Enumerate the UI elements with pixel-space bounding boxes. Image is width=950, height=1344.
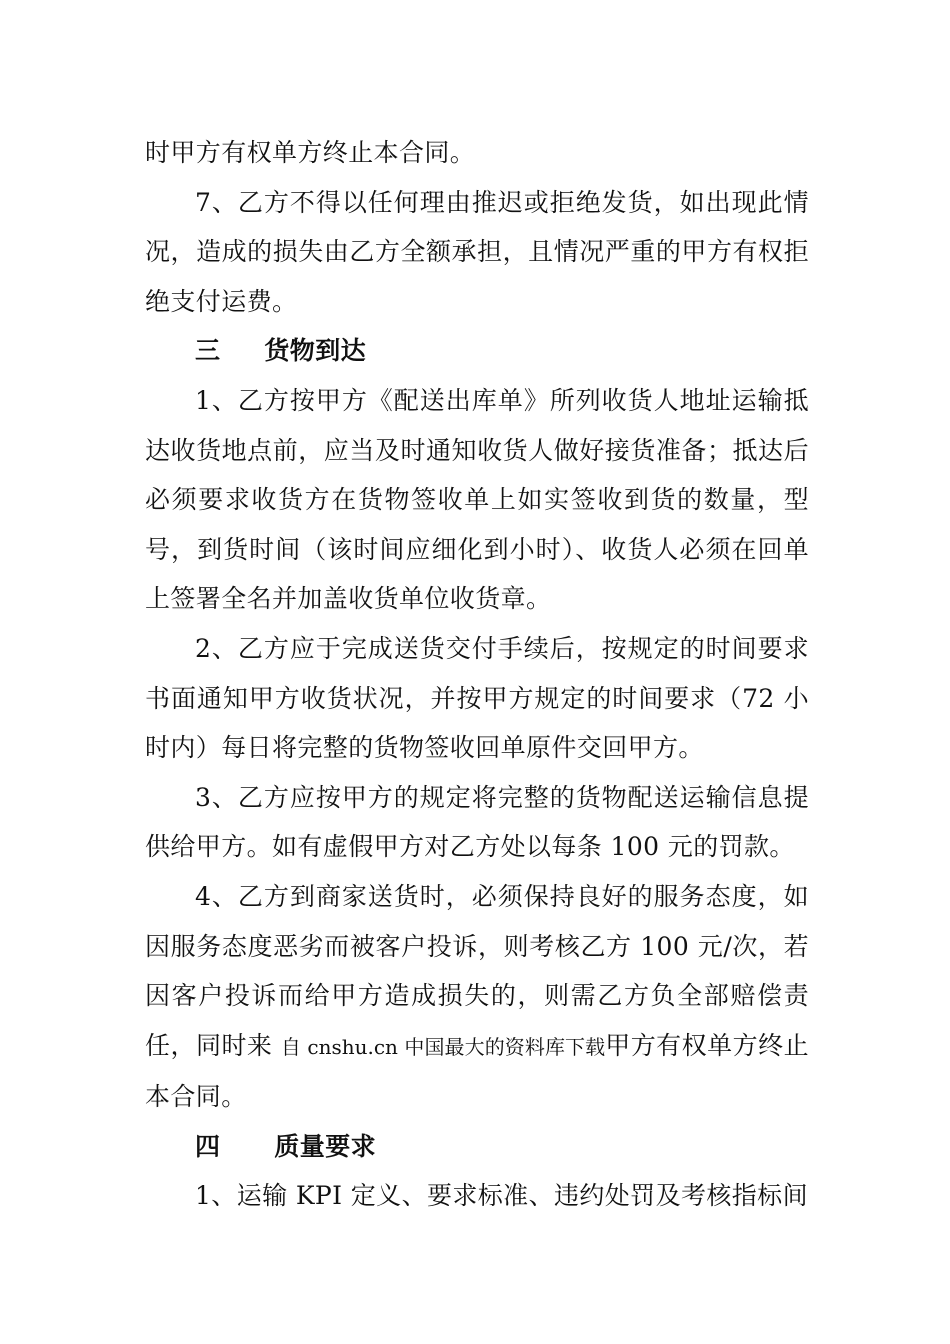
paragraph-clause-4 (145, 872, 809, 1122)
section-heading-quality-requirements (145, 1122, 809, 1172)
section-number: 三 (195, 336, 221, 366)
paragraph-clause-3: 3、乙方应按甲方的规定将完整的货物配送运输信息提供给甲方。如有虚假甲方对乙方处以每条 100 元的罚款。 (145, 782, 809, 862)
paragraph-continuation: 时甲方有权单方终止本合同。 (145, 138, 476, 167)
section-title: 货物到达 (264, 336, 367, 366)
section-title: 质量要求 (274, 1131, 377, 1161)
section-number: 四 (195, 1131, 221, 1161)
paragraph-clause-2: 2、乙方应于完成送货交付手续后，按规定的时间要求书面通知甲方收货状况，并按甲方规定的时间要求（72 小时内）每日将完整的货物签收回单原件交回甲方。 (145, 633, 809, 763)
paragraph-clause-1: 1、乙方按甲方《配送出库单》所列收货人地址运输抵达收货地点前，应当及时通知收货人做好接货准备；抵达后必须要求收货方在货物签收单上如实签收到货的数量，型号，到货时间（该时间应细化到小时）、收货人必须在回单上签署全名并加盖收货单位收货章。 (145, 385, 809, 614)
clause-4-ending: 甲方有权单方终止本合同。 (145, 1030, 810, 1112)
section-heading-delivery-arrival (145, 326, 809, 376)
inserted-source-note: 自 cnshu.cn 中国最大的资料库下载 (280, 1034, 606, 1059)
clause-4-text: 4、乙方到商家送货时，必须保持良好的服务态度，如因服务态度恶劣而被客户投诉，则考核乙方 100 元/次，若因客户投诉而给甲方造成损失的，则需乙方负全部赔偿责任，同时来 (145, 881, 809, 1060)
paragraph-clause-7: 7、乙方不得以任何理由推迟或拒绝发货，如出现此情况，造成的损失由乙方全额承担，且情况严重的甲方有权拒绝支付运费。 (145, 187, 809, 316)
document-body (145, 128, 809, 1221)
paragraph-kpi-clause-1: 1、运输 KPI 定义、要求标准、违约处罚及考核指标间 (195, 1181, 808, 1211)
